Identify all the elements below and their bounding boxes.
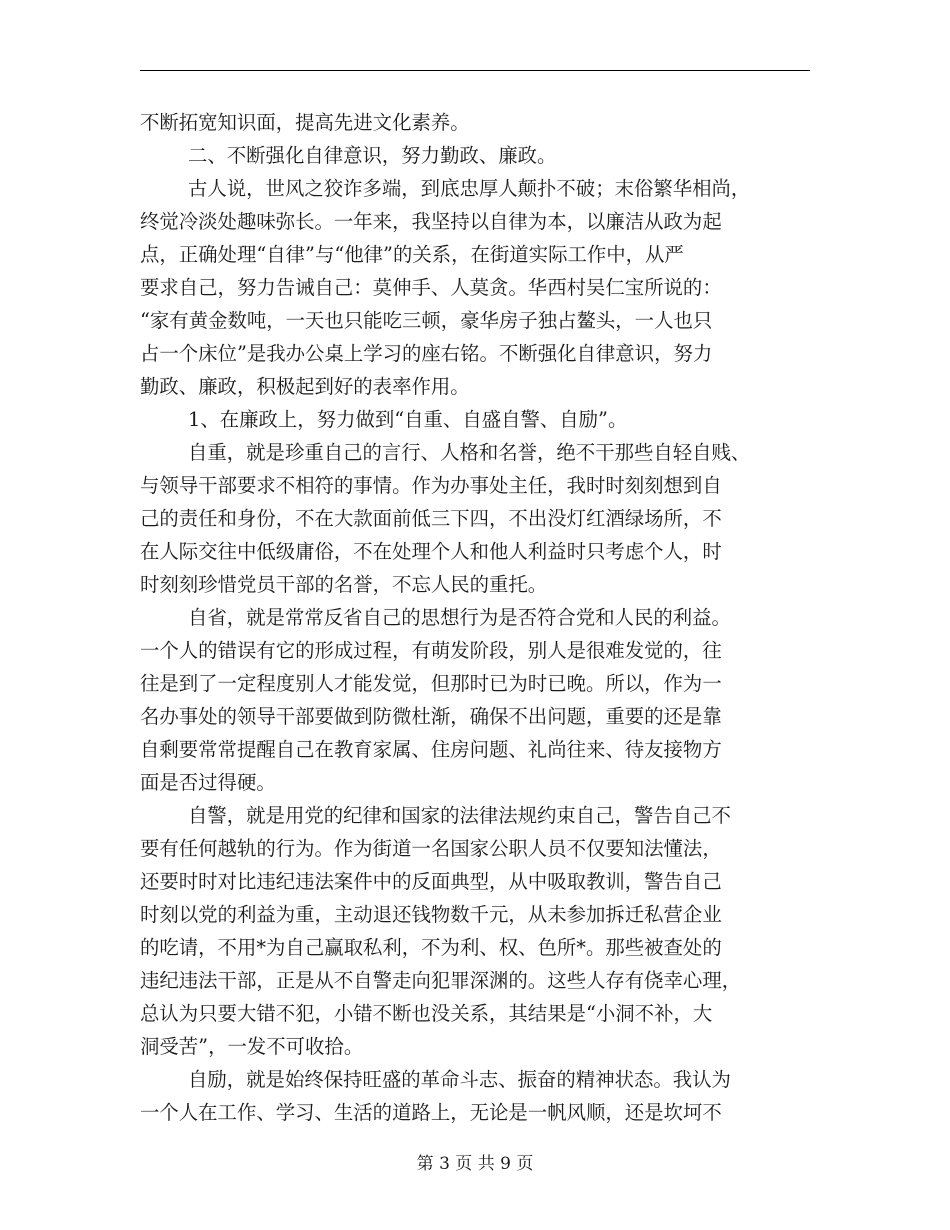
paragraph-start: 自省，就是常常反省自己的思想行为是否符合党和人民的利益。 — [188, 606, 731, 629]
page-number-footer: 第 3 页 共 9 页 — [416, 1154, 534, 1174]
paragraph-start: 古人说，世风之狡诈多端，到底忠厚人颠扑不破；末俗繁华相尚， — [188, 177, 751, 200]
text-line: 在人际交往中低级庸俗，不在处理个人和他人利益时只考虑个人，时 — [140, 540, 722, 563]
text-line: 自剩要常常提醒自己在教育家属、住房问题、礼尚往来、待友接物方 — [140, 738, 722, 761]
text-line: 要求自己，努力告诫自己：莫伸手、人莫贪。华西村吴仁宝所说的： — [140, 276, 722, 299]
text-line: 的吃请，不用*为自己赢取私利，不为利、权、色所*。那些被查处的 — [140, 936, 722, 959]
paragraph-start: 自励，就是始终保持旺盛的革命斗志、振奋的精神状态。我认为 — [188, 1068, 731, 1091]
text-line: 与领导干部要求不相符的事情。作为办事处主任，我时时刻刻想到自 — [140, 474, 722, 497]
text-line: 占一个床位”是我办公桌上学习的座右铭。不断强化自律意识，努力 — [140, 342, 713, 365]
text-line: 还要时时对比违纪违法案件中的反面典型，从中吸取教训，警告自己 — [140, 870, 722, 893]
document-body — [140, 106, 812, 1129]
paragraph-start: 自警，就是用党的纪律和国家的法律法规约束自己，警告自己不 — [188, 804, 731, 827]
text-line: 一个人的错误有它的形成过程，有萌发阶段，别人是很难发觉的，往 — [140, 639, 722, 662]
text-line: 己的责任和身份，不在大款面前低三下四，不出没灯红酒绿场所，不 — [140, 507, 722, 530]
paragraph-start: 自重，就是珍重自己的言行、人格和名誉，绝不干那些自轻自贱、 — [188, 441, 751, 464]
text-line: 不断拓宽知识面，提高先进文化素养。 — [140, 111, 470, 134]
text-line: 一个人在工作、学习、生活的道路上，无论是一帆风顺，还是坎坷不 — [140, 1101, 722, 1124]
text-line: 违纪违法干部，正是从不自警走向犯罪深渊的。这些人存有侥幸心理， — [140, 969, 742, 992]
text-line: 时刻刻珍惜党员干部的名誉，不忘人民的重托。 — [140, 573, 548, 596]
text-line: 点，正确处理“自律”与“他律”的关系，在街道实际工作中，从严 — [140, 243, 684, 266]
text-line: 名办事处的领导干部要做到防微杜渐，确保不出问题，重要的还是靠 — [140, 705, 722, 728]
subsection-heading: 1、在廉政上，努力做到“自重、自盛自警、自励”。 — [188, 408, 628, 431]
text-line: 勤政、廉政，积极起到好的表率作用。 — [140, 375, 470, 398]
header-rule — [140, 70, 810, 71]
text-line: 要有任何越轨的行为。作为街道一名国家公职人员不仅要知法懂法， — [140, 837, 722, 860]
text-line: 总认为只要大错不犯，小错不断也没关系，其结果是“小洞不补，大 — [140, 1002, 713, 1025]
text-line: 终觉冷淡处趣味弥长。一年来，我坚持以自律为本，以廉洁从政为起 — [140, 210, 722, 233]
text-line: 时刻以党的利益为重，主动退还钱物数千元，从未参加拆迁私营企业 — [140, 903, 722, 926]
text-line: 洞受苦”，一发不可收拾。 — [140, 1035, 364, 1058]
text-line: “家有黄金数吨，一天也只能吃三顿，豪华房子独占鳌头，一人也只 — [140, 309, 713, 332]
section-heading: 二、不断强化自律意识，努力勤政、廉政。 — [188, 144, 557, 167]
text-line: 面是否过得硬。 — [140, 771, 276, 794]
text-line: 往是到了一定程度别人才能发觉，但那时已为时已晚。所以，作为一 — [140, 672, 722, 695]
